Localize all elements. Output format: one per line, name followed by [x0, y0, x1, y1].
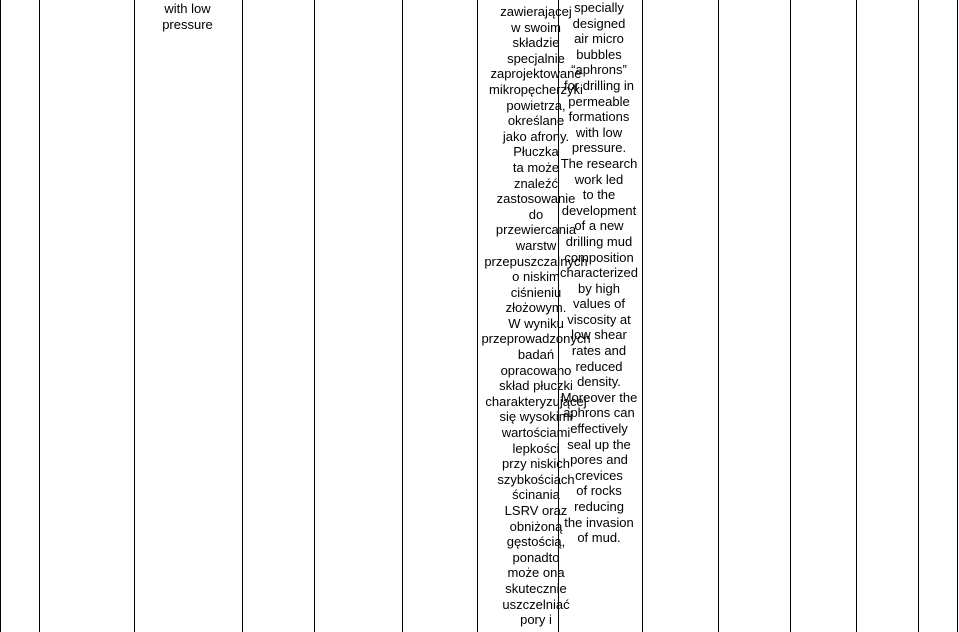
- column-border: [718, 0, 719, 632]
- column-border: [0, 0, 1, 632]
- column-border: [134, 0, 135, 632]
- column-border: [856, 0, 857, 632]
- column-border: [314, 0, 315, 632]
- table-cell-condition: with low pressure: [162, 1, 213, 32]
- table-cell-english-description: specially designed air micro bubbles “aphrons” for drilling in permeable formations with low pressure. The research work led to the development of a new drilling mud composition characterized by high values of viscosity at low shear rates and reduced density. Moreover the aphrons can effectively seal up the pores and crevices of rocks reducing the invasion of mud.: [559, 0, 639, 546]
- column-border: [402, 0, 403, 632]
- column-border: [790, 0, 791, 632]
- column-border: [39, 0, 40, 632]
- column-border: [957, 0, 958, 632]
- column-border: [642, 0, 643, 632]
- table-cell-polish-description: zawierającej w swoim składzie specjalnie zaprojektowane mikropęcherzyki powietrza, określane jako afrony. Płuczka ta może znaleźć zastosowanie do przewiercania warstw przepuszczalnych o niskim ciśnieniu złożowym. W wyniku przeprowadzonych badań opracowano skład płuczki charakteryzującej się wysokimi wartościami lepkości przy niskich szybkościach ścinania LSRV oraz obniżoną gęstością, ponadto może ona skutecznie uszczelniać pory i: [481, 4, 591, 628]
- column-border: [918, 0, 919, 632]
- column-border: [242, 0, 243, 632]
